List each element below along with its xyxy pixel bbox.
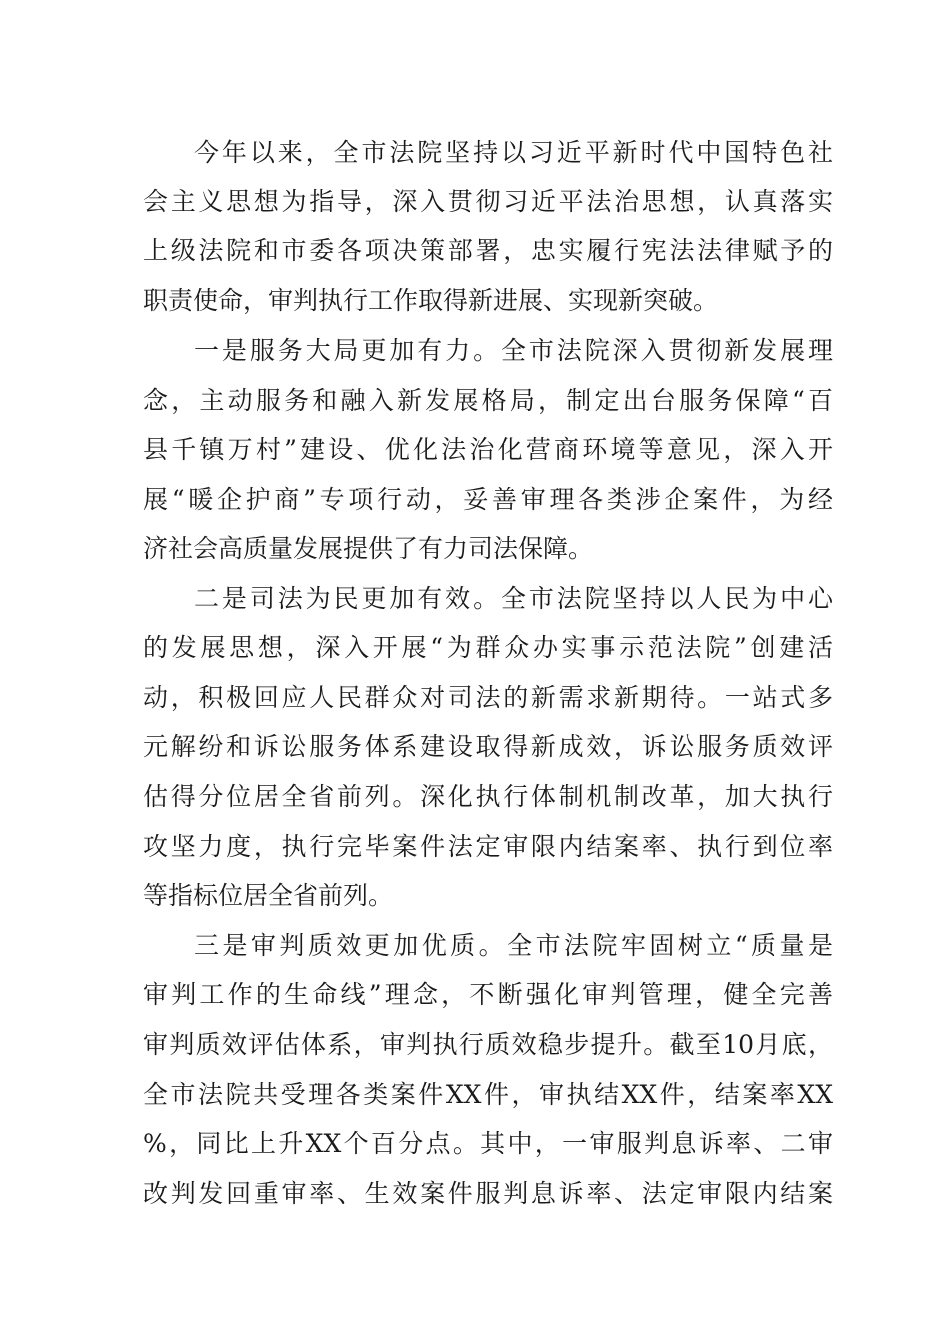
paragraph-1-line-2: 会主义思想为指导，深入贯彻习近平法治思想，认真落实: [143, 187, 833, 216]
paragraph-2-line-3: 县千镇万村”建设、优化法治化营商环境等意见，深入开: [143, 435, 833, 464]
paragraph-4-line-6: 改判发回重审率、生效案件服判息诉率、法定审限内结案: [143, 1179, 833, 1208]
paragraph-3-line-6: 攻坚力度，执行完毕案件法定审限内结案率、执行到位率: [143, 832, 833, 861]
paragraph-3-line-3: 动，积极回应人民群众对司法的新需求新期待。一站式多: [143, 683, 833, 712]
paragraph-2-line-5: 济社会高质量发展提供了有力司法保障。: [143, 534, 594, 563]
paragraph-4-line-5: %，同比上升XX个百分点。其中，一审服判息诉率、二审: [143, 1129, 833, 1158]
paragraph-3-line-1: 二是司法为民更加有效。全市法院坚持以人民为中心: [194, 584, 833, 613]
paragraph-2-line-2: 念，主动服务和融入新发展格局，制定出台服务保障“百: [143, 386, 833, 415]
paragraph-1-line-4: 职责使命，审判执行工作取得新进展、实现新突破。: [143, 286, 719, 315]
paragraph-2-line-4: 展“暖企护商”专项行动，妥善审理各类涉企案件，为经: [143, 485, 833, 514]
paragraph-4-line-2: 审判工作的生命线”理念，不断强化审判管理，健全完善: [143, 980, 833, 1009]
paragraph-3-line-2: 的发展思想，深入开展“为群众办实事示范法院”创建活: [143, 633, 833, 662]
paragraph-3-line-7: 等指标位居全省前列。: [143, 881, 394, 910]
paragraph-1-line-3: 上级法院和市委各项决策部署，忠实履行宪法法律赋予的: [143, 236, 833, 265]
paragraph-4-line-1: 三是审判质效更加优质。全市法院牢固树立“质量是: [194, 931, 833, 960]
paragraph-3-line-4: 元解纷和诉讼服务体系建设取得新成效，诉讼服务质效评: [143, 732, 833, 761]
paragraph-1-line-1: 今年以来，全市法院坚持以习近平新时代中国特色社: [194, 138, 833, 167]
paragraph-4-line-4: 全市法院共受理各类案件XX件，审执结XX件，结案率XX: [143, 1080, 833, 1109]
paragraph-2-line-1: 一是服务大局更加有力。全市法院深入贯彻新发展理: [194, 336, 833, 365]
paragraph-3-line-5: 估得分位居全省前列。深化执行体制机制改革，加大执行: [143, 782, 833, 811]
paragraph-4-line-3: 审判质效评估体系，审判执行质效稳步提升。截至10月底，: [143, 1030, 833, 1059]
